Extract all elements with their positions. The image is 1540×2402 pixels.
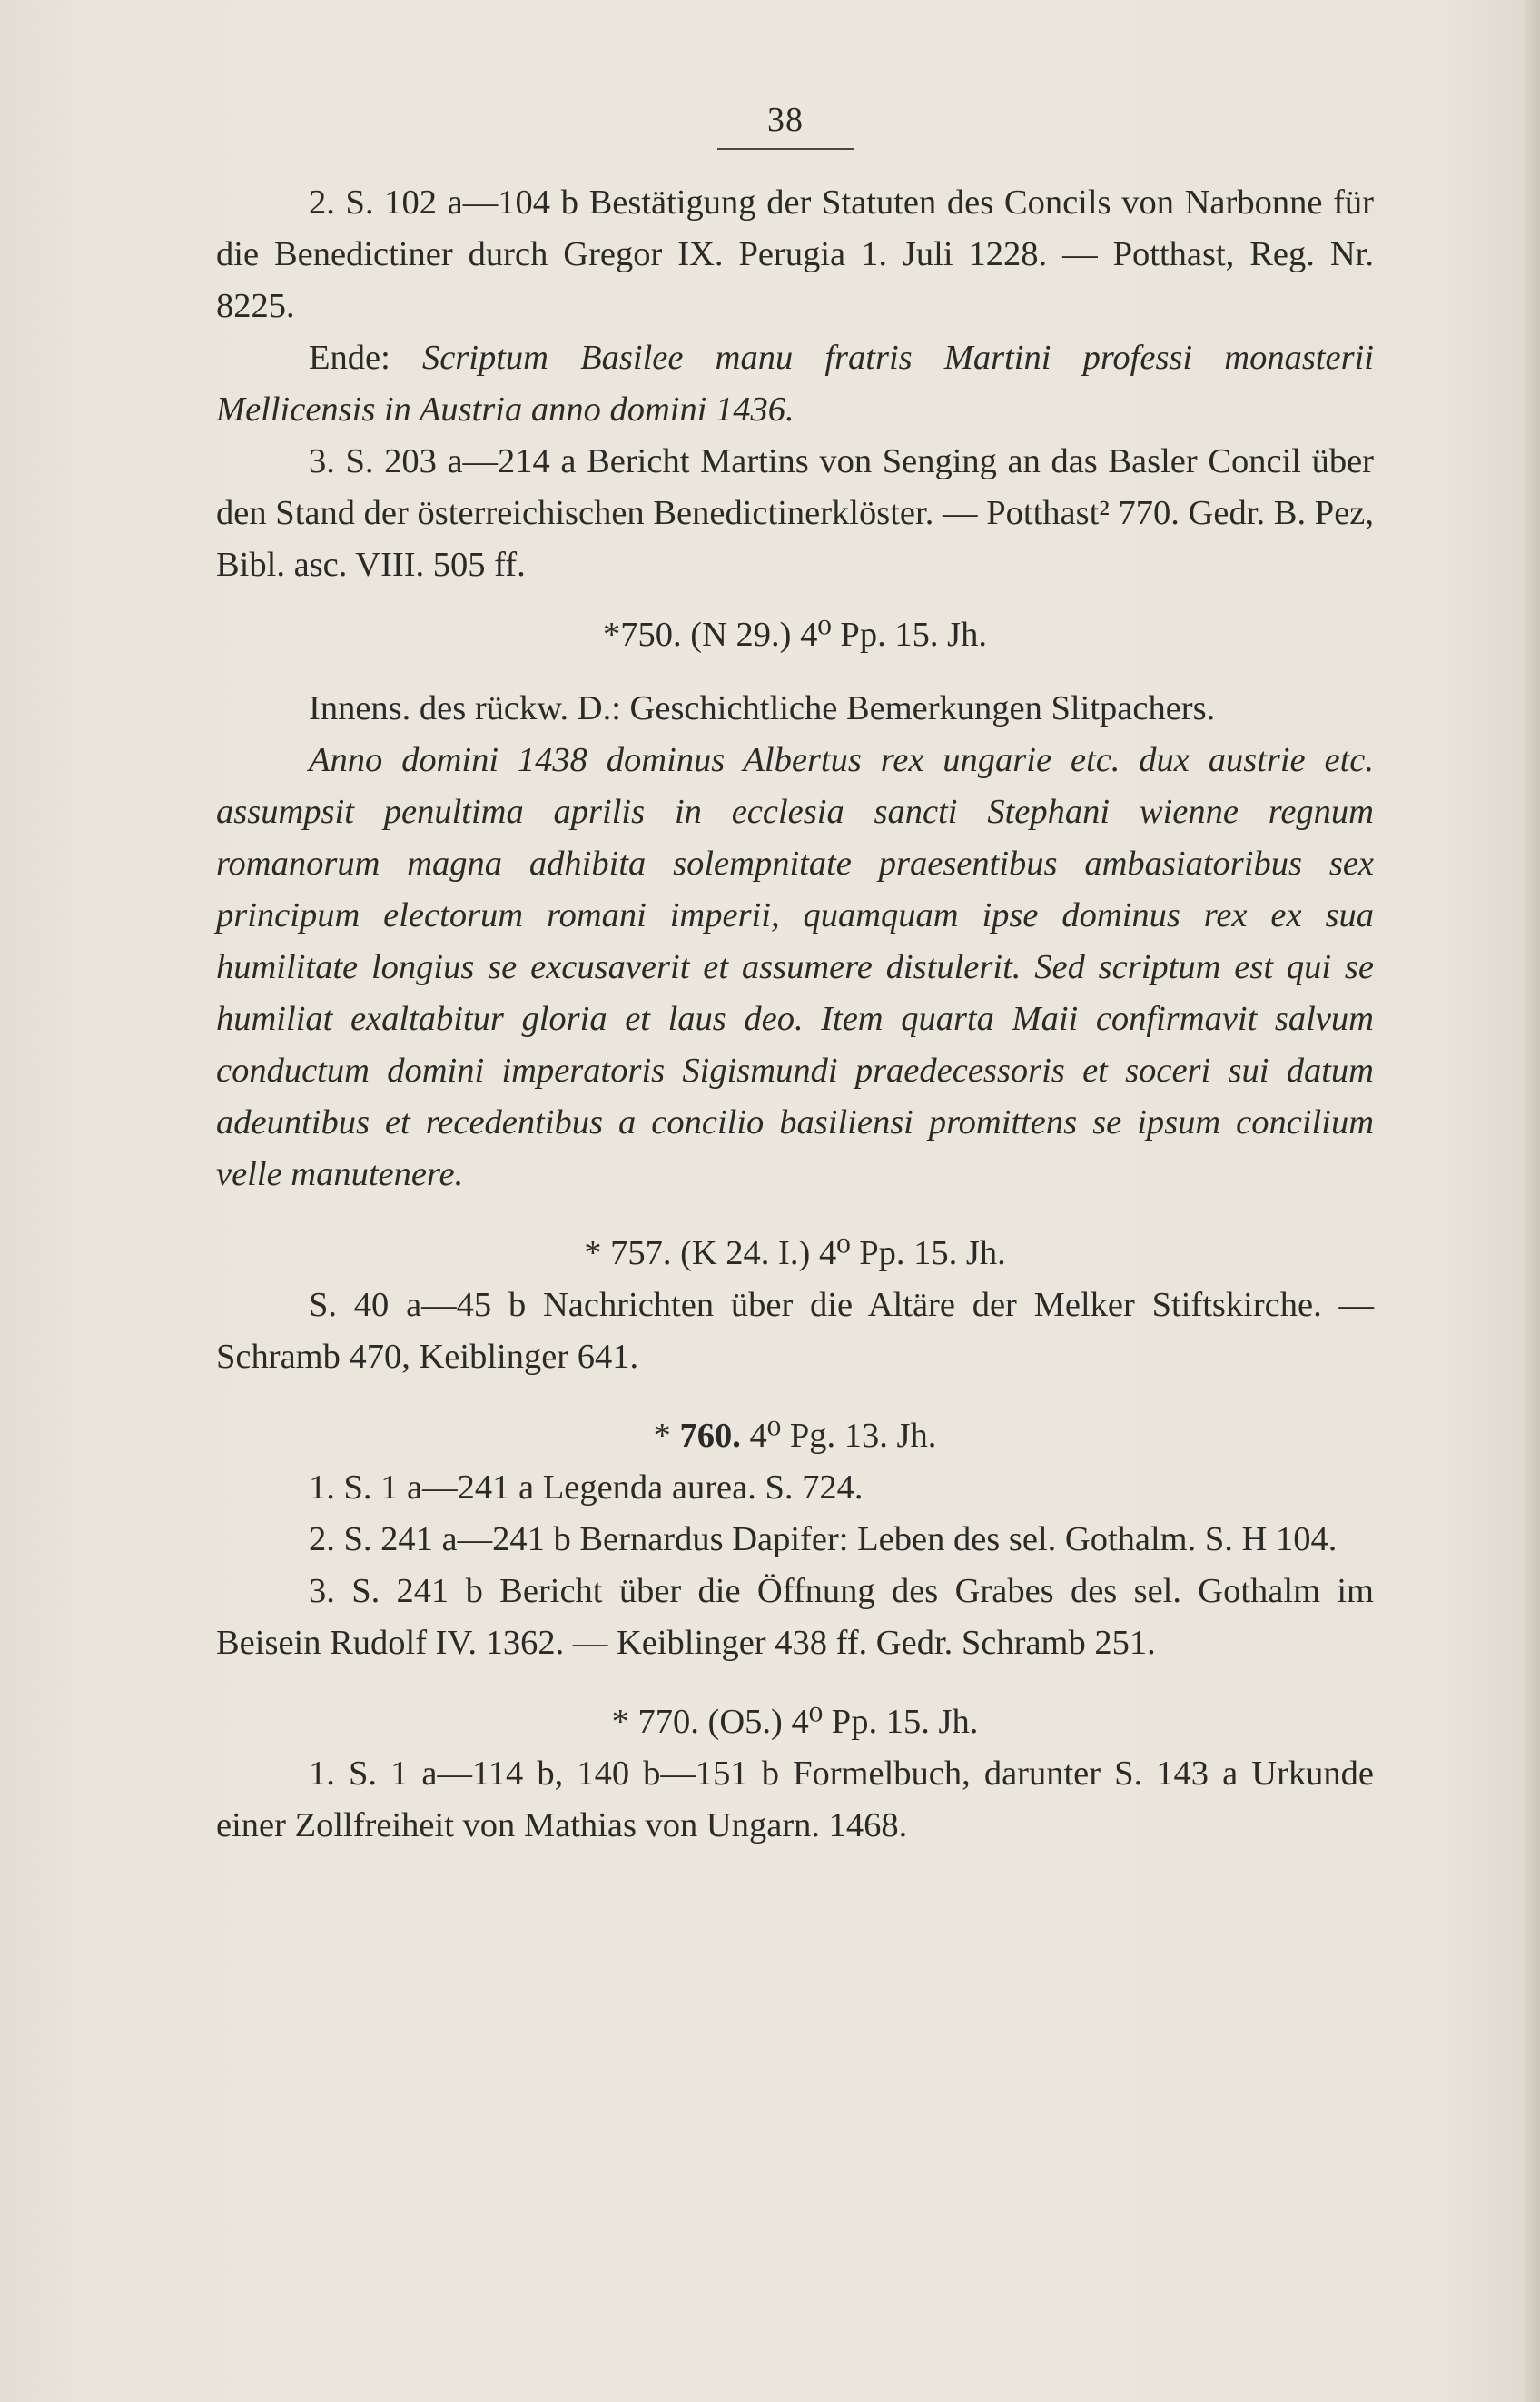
entry-heading-750: *750. (N 29.) 4⁰ Pp. 15. Jh. — [603, 616, 987, 654]
paragraph-formelbuch: 1. S. 1 a—114 b, 140 b—151 b Formelbuch, darunter S. 143 a Urkunde einer Zollfreiheit von Mathias von Ungarn. 1468. — [216, 1755, 1374, 1844]
paragraph-legenda-aurea: 1. S. 1 a—241 a Legenda aurea. S. 724. — [309, 1468, 864, 1507]
page-content — [216, 177, 1374, 1852]
page-number: 38 — [767, 101, 804, 139]
entry-760-prefix: * — [653, 1417, 680, 1455]
page-edge — [1525, 0, 1540, 2402]
paragraph-item-2-bestaetigung: 2. S. 102 a—104 b Bestätigung der Statuten des Concils von Narbonne für die Benedictiner durch Gregor IX. Perugia 1. Juli 1228. — Potthast, Reg. Nr. 8225. — [216, 183, 1374, 325]
paragraph-bernardus: 2. S. 241 a—241 b Bernardus Dapifer: Leben des sel. Gothalm. S. H 104. — [309, 1520, 1338, 1558]
paragraph-innens: Innens. des rückw. D.: Geschichtliche Bemerkungen Slitpachers. — [309, 689, 1216, 727]
paragraph-bericht-grab: 3. S. 241 b Bericht über die Öffnung des Grabes des sel. Gothalm im Beisein Rudolf IV. 1362. — Keiblinger 438 ff. Gedr. Schramb 251. — [216, 1572, 1374, 1662]
entry-760-number: 760. — [679, 1417, 741, 1455]
paragraph-item-3-bericht: 3. S. 203 a—214 a Bericht Martins von Senging an das Basler Concil über den Stand der österreichischen Benedictinerklöster. — Potthast² 770. Gedr. B. Pez, Bibl. asc. VIII. 505 ff. — [216, 442, 1374, 584]
entry-760-format: 4⁰ Pg. 13. Jh. — [740, 1417, 937, 1455]
page-number-rule — [717, 148, 854, 150]
entry-heading-760 — [216, 1410, 1374, 1462]
paragraph-ende — [216, 332, 1374, 436]
entry-heading-757: * 757. (K 24. I.) 4⁰ Pp. 15. Jh. — [584, 1234, 1006, 1272]
entry-heading-770: * 770. (O5.) 4⁰ Pp. 15. Jh. — [611, 1703, 979, 1741]
paragraph-altaere: S. 40 a—45 b Nachrichten über die Altäre der Melker Stiftskirche. — Schramb 470, Keiblinger 641. — [216, 1286, 1374, 1376]
ende-latin-text: Scriptum Basilee manu fratris Martini professi monasterii Mellicensis in Austria anno domini 1436. — [216, 339, 1374, 429]
ende-label: Ende: — [309, 339, 422, 377]
paragraph-latin-note: Anno domini 1438 dominus Albertus rex ungarie etc. dux austrie etc. assumpsit penultima aprilis in ecclesia sancti Stephani wienne regnum romanorum magna adhibita solempnitate praesentibus ambasiatoribus sex principum electorum romani imperii, quamquam ipse dominus rex ex sua humilitate longius se excusaverit et assumere distulerit. Sed scriptum est qui se humiliat exaltabitur gloria et laus deo. Item quarta Maii confirmavit salvum conductum domini imperatoris Sigismundi praedecessoris et soceri sui datum adeuntibus et recedentibus a concilio basiliensi promittens se ipsum concilium velle manutenere. — [216, 741, 1374, 1193]
